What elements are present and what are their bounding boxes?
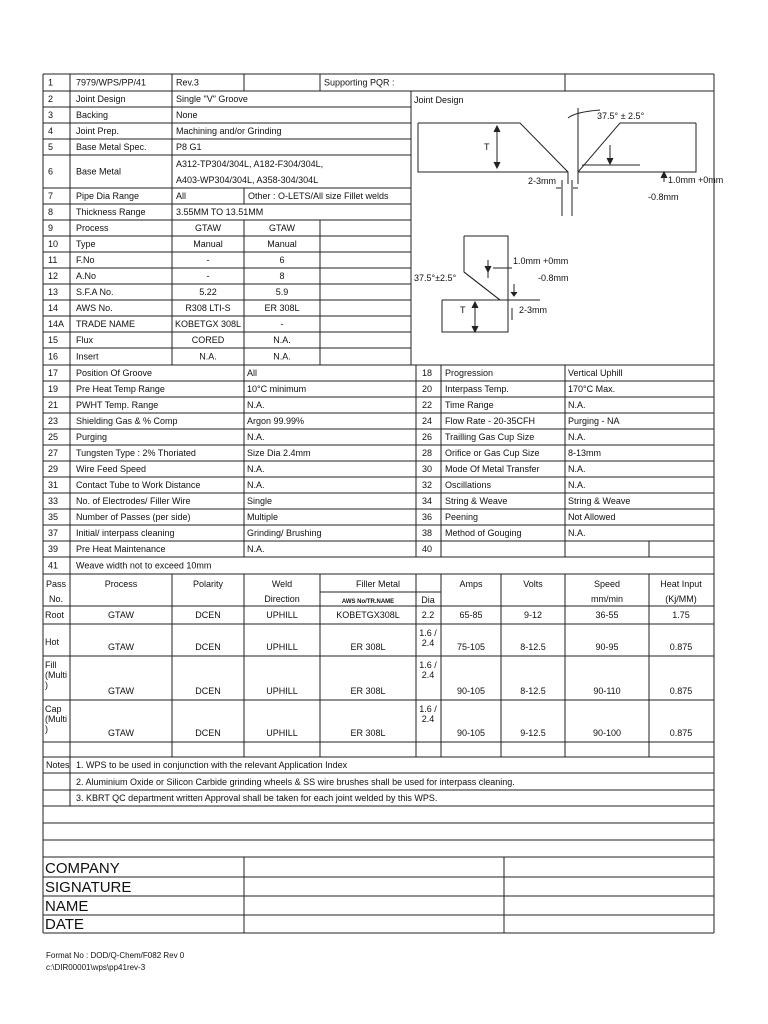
row-label: Backing bbox=[76, 110, 109, 120]
signoff-label: NAME bbox=[45, 898, 89, 915]
pass-filler: ER 308L bbox=[350, 642, 386, 652]
row-label: Insert bbox=[76, 351, 99, 362]
row-label-right: Method of Gouging bbox=[445, 528, 522, 538]
process-col-2: ER 308L bbox=[264, 303, 300, 313]
row-number-right: 36 bbox=[422, 512, 433, 522]
pass-polarity: DCEN bbox=[195, 610, 221, 620]
row-number: 1 bbox=[48, 77, 54, 88]
row-value: N.A. bbox=[247, 464, 265, 474]
hdr-dia: Dia bbox=[421, 595, 435, 605]
row-number: 2 bbox=[48, 94, 54, 104]
row-label-right: Orifice or Gas Cup Size bbox=[445, 448, 540, 458]
row-number: 15 bbox=[48, 335, 59, 345]
signoff-label: COMPANY bbox=[45, 860, 120, 877]
row-number: 27 bbox=[48, 448, 59, 458]
hdr-speed-unit: mm/min bbox=[591, 594, 623, 604]
bevel-angle-side: 37.5°±2.5° bbox=[414, 273, 457, 283]
hdr-filler: Filler Metal bbox=[355, 579, 401, 589]
row-value: All bbox=[247, 368, 258, 378]
pass-dia: 1.6 / bbox=[419, 704, 437, 714]
root-face-tolerance-2: -0.8mm bbox=[648, 192, 679, 202]
row-label: PWHT Temp. Range bbox=[76, 400, 159, 410]
supporting-pqr-label: Supporting PQR : bbox=[324, 77, 395, 88]
revision: Rev.3 bbox=[176, 77, 199, 88]
row-label-right: Progression bbox=[445, 368, 494, 378]
process-col-2: 8 bbox=[279, 271, 285, 281]
hdr-heat-unit: (Kj/MM) bbox=[665, 594, 697, 604]
note-3: 3. KBRT QC department written Approval shall be taken for each joint welded by this WPS. bbox=[76, 793, 438, 803]
row-value-right: N.A. bbox=[568, 400, 586, 410]
root-gap: 2-3mm bbox=[528, 176, 557, 186]
pass-direction: UPHILL bbox=[266, 610, 298, 620]
row-number: 39 bbox=[48, 544, 59, 554]
row-value-right: 8-13mm bbox=[568, 448, 602, 458]
row-label: Wire Feed Speed bbox=[76, 464, 147, 474]
row-label-right: Peening bbox=[445, 512, 479, 522]
row-value: N.A. bbox=[247, 544, 265, 554]
thickness-arrow-b-head bbox=[472, 326, 478, 332]
row-label: Joint Design bbox=[76, 94, 126, 104]
process-col-1: - bbox=[206, 271, 210, 281]
pass-dia: 1.6 / bbox=[419, 660, 437, 670]
process-col-1: KOBETGX 308L bbox=[174, 319, 242, 329]
row-number: 3 bbox=[48, 110, 54, 120]
pass-direction: UPHILL bbox=[266, 728, 298, 738]
pass-amps: 75-105 bbox=[456, 642, 486, 652]
row-value: Argon 99.99% bbox=[247, 416, 305, 426]
pass-polarity: DCEN bbox=[195, 686, 221, 696]
pipe-dia-range: All bbox=[176, 191, 187, 201]
row-label: Number of Passes (per side) bbox=[76, 512, 191, 522]
pass-polarity: DCEN bbox=[195, 728, 221, 738]
row-value-right: N.A. bbox=[568, 464, 586, 474]
signoff-label: DATE bbox=[45, 916, 84, 933]
pass-volts: 9-12.5 bbox=[520, 728, 546, 738]
row-value: 10°C minimum bbox=[247, 384, 307, 394]
row-label-right: Mode Of Metal Transfer bbox=[445, 464, 540, 474]
row-number: 6 bbox=[48, 166, 54, 177]
row-number-right: 18 bbox=[422, 368, 433, 378]
process-col-2: 5.9 bbox=[275, 287, 289, 297]
hdr-weld: Weld bbox=[271, 579, 293, 589]
pass-speed: 90-110 bbox=[593, 686, 621, 696]
thickness-label: T bbox=[484, 142, 490, 152]
row-value-right: N.A. bbox=[568, 432, 586, 442]
row-label: Type bbox=[76, 239, 96, 249]
joint-design-diagram bbox=[414, 108, 723, 332]
row-value: N.A. bbox=[247, 400, 265, 410]
thickness-label-b: T bbox=[460, 305, 466, 315]
row-number: 31 bbox=[48, 480, 59, 490]
row-label: Process bbox=[76, 223, 109, 233]
hdr-heat: Heat Input bbox=[660, 579, 702, 589]
row-value: None bbox=[176, 110, 198, 120]
row-number-right: 20 bbox=[422, 384, 433, 394]
thickness-arrow-head bbox=[494, 126, 500, 132]
row-number: 11 bbox=[48, 255, 58, 265]
pass-process: GTAW bbox=[108, 610, 134, 620]
row-label: Initial/ interpass cleaning bbox=[76, 528, 175, 538]
pass-amps: 90-105 bbox=[456, 686, 486, 696]
pass-dia: 2.4 bbox=[421, 638, 435, 648]
row-number: 12 bbox=[48, 271, 59, 281]
process-col-2: N.A. bbox=[273, 351, 291, 362]
pass-name: Cap bbox=[45, 704, 62, 714]
thickness-arrow-head bbox=[494, 162, 500, 168]
row-value: 3.55MM TO 13.51MM bbox=[176, 207, 264, 217]
row-value-right: N.A. bbox=[568, 528, 586, 538]
hdr-direction: Direction bbox=[264, 594, 300, 604]
other-range: Other : O-LETS/All size Fillet welds bbox=[248, 191, 389, 201]
row-label: Position Of Groove bbox=[76, 368, 153, 378]
row-value: Single bbox=[247, 496, 273, 506]
row-label: Tungsten Type : 2% Thoriated bbox=[76, 448, 196, 458]
thickness-arrow-b-head bbox=[472, 302, 478, 308]
pass-heat: 0.875 bbox=[669, 686, 693, 696]
row-number: 8 bbox=[48, 207, 54, 217]
pass-speed: 90-100 bbox=[592, 728, 622, 738]
row-number: 5 bbox=[48, 142, 54, 152]
row-value-right: Not Allowed bbox=[568, 512, 616, 522]
row-label-right: String & Weave bbox=[445, 496, 508, 506]
bevel-angle-top: 37.5° ± 2.5° bbox=[597, 111, 645, 121]
angle-arc bbox=[568, 110, 600, 118]
row-label: Contact Tube to Work Distance bbox=[76, 480, 201, 490]
row-value: Single "V" Groove bbox=[176, 94, 248, 104]
pass-process: GTAW bbox=[108, 728, 134, 738]
row-label: Purging bbox=[76, 432, 108, 442]
pass-volts: 9-12 bbox=[523, 610, 543, 620]
process-col-1: CORED bbox=[191, 335, 225, 345]
row-number: 41 bbox=[48, 560, 59, 571]
base-metal-line-2: A403-WP304/304L, A358-304/304L bbox=[176, 175, 319, 185]
process-col-1: Manual bbox=[193, 239, 223, 249]
row-label: Pre Heat Maintenance bbox=[76, 544, 166, 554]
process-col-1: N.A. bbox=[199, 351, 217, 362]
row-number-right: 24 bbox=[422, 416, 433, 426]
row-number: 37 bbox=[48, 528, 59, 538]
row-number-right: 32 bbox=[422, 480, 433, 490]
row-label: Pre Heat Temp Range bbox=[76, 384, 165, 394]
row-number: 21 bbox=[48, 400, 59, 410]
row-number-right: 26 bbox=[422, 432, 433, 442]
hdr-pass: Pass bbox=[45, 579, 67, 589]
row-label: Shielding Gas & % Comp bbox=[76, 416, 178, 426]
pass-heat: 1.75 bbox=[672, 610, 690, 620]
row-label-right: Flow Rate - 20-35CFH bbox=[445, 416, 536, 426]
pass-name: ) bbox=[45, 680, 48, 690]
pass-polarity: DCEN bbox=[195, 642, 221, 652]
notes-label: Notes bbox=[46, 760, 70, 770]
pass-dia: 2.4 bbox=[421, 670, 435, 680]
root-face-arrow-head bbox=[661, 172, 667, 178]
row-number: 33 bbox=[48, 496, 59, 506]
pass-name: Hot bbox=[45, 637, 60, 647]
hdr-process: Process bbox=[104, 579, 138, 589]
row-label: Joint Prep. bbox=[76, 126, 120, 136]
hdr-speed: Speed bbox=[593, 579, 621, 589]
row-value: P8 G1 bbox=[176, 142, 202, 152]
row-label: A.No bbox=[76, 271, 97, 281]
pass-filler: ER 308L bbox=[350, 728, 386, 738]
row-value: Multiple bbox=[247, 512, 279, 522]
row-label: TRADE NAME bbox=[76, 319, 136, 329]
row-label: Thickness Range bbox=[76, 207, 146, 217]
signoff-label: SIGNATURE bbox=[45, 879, 132, 896]
process-col-2: N.A. bbox=[273, 335, 291, 345]
pass-dia: 2.2 bbox=[421, 610, 435, 620]
process-col-2: GTAW bbox=[269, 223, 295, 233]
row-number-right: 30 bbox=[422, 464, 433, 474]
row-label-right: Trailling Gas Cup Size bbox=[445, 432, 535, 442]
row-number: 7 bbox=[48, 191, 54, 201]
process-col-1: R308 LTI-S bbox=[185, 303, 231, 313]
row-number: 17 bbox=[48, 368, 59, 378]
pass-dia: 1.6 / bbox=[419, 628, 437, 638]
joint-design-title: Joint Design bbox=[414, 95, 464, 105]
row-label-right: Interpass Temp. bbox=[445, 384, 509, 394]
row-number: 9 bbox=[48, 223, 54, 233]
bevel-face bbox=[464, 272, 500, 300]
row-number: 14A bbox=[48, 319, 65, 329]
process-col-1: - bbox=[206, 255, 210, 265]
pass-speed: 90-95 bbox=[595, 642, 619, 652]
pass-heat: 0.875 bbox=[669, 642, 693, 652]
process-col-1: GTAW bbox=[195, 223, 221, 233]
row-label: Base Metal Spec. bbox=[76, 142, 147, 152]
row-number: 23 bbox=[48, 416, 59, 426]
row-label: Flux bbox=[76, 335, 94, 345]
base-metal-line-1: A312-TP304/304L, A182-F304/304L, bbox=[176, 159, 324, 169]
row-value-right: N.A. bbox=[568, 480, 586, 490]
row-label: 7979/WPS/PP/41 bbox=[76, 77, 147, 88]
row-label: No. of Electrodes/ Filler Wire bbox=[76, 496, 191, 506]
pass-name: (Multi bbox=[45, 670, 67, 680]
row-value-right: 170°C Max. bbox=[568, 384, 616, 394]
pass-name: Fill bbox=[45, 660, 57, 670]
pass-amps: 65-85 bbox=[459, 610, 483, 620]
pass-direction: UPHILL bbox=[266, 642, 298, 652]
groove-plate-left-base bbox=[418, 123, 568, 172]
pass-volts: 8-12.5 bbox=[520, 686, 546, 696]
root-arrow-head bbox=[607, 158, 613, 164]
pass-heat: 0.875 bbox=[669, 728, 693, 738]
root-gap-b: 2-3mm bbox=[519, 305, 548, 315]
row-value-right: Vertical Uphill bbox=[568, 368, 623, 378]
row-value: Size Dia 2.4mm bbox=[247, 448, 311, 458]
process-col-1: 5.22 bbox=[199, 287, 217, 297]
row-label: Base Metal bbox=[76, 166, 122, 177]
pass-process: GTAW bbox=[108, 686, 134, 696]
row-label-right: Time Range bbox=[445, 400, 494, 410]
hdr-polarity: Polarity bbox=[192, 579, 224, 589]
row-label: Weave width not to exceed 10mm bbox=[76, 560, 212, 571]
root-face-b-1: 1.0mm +0mm bbox=[513, 256, 569, 266]
hdr-volts: Volts bbox=[523, 579, 543, 589]
row-value-right: String & Weave bbox=[568, 496, 631, 506]
row-number: 29 bbox=[48, 464, 59, 474]
process-col-2: Manual bbox=[267, 239, 297, 249]
row-number-right: 22 bbox=[422, 400, 433, 410]
groove-plate-left bbox=[418, 123, 568, 184]
root-face-b-2: -0.8mm bbox=[538, 273, 569, 283]
process-col-2: 6 bbox=[279, 255, 285, 265]
note-1: 1. WPS to be used in conjunction with the relevant Application Index bbox=[76, 760, 348, 770]
pass-filler: KOBETGX308L bbox=[336, 610, 400, 620]
row-label: Pipe Dia Range bbox=[76, 191, 140, 201]
file-path: c:\DIR00001\wps\pp41rev-3 bbox=[46, 963, 146, 972]
pass-volts: 8-12.5 bbox=[520, 642, 546, 652]
pass-amps: 90-105 bbox=[456, 728, 486, 738]
format-number: Format No : DOD/Q-Chem/F082 Rev 0 bbox=[46, 951, 185, 960]
pass-name: Root bbox=[45, 610, 65, 620]
row-number-right: 38 bbox=[422, 528, 433, 538]
row-label-right: Oscillations bbox=[445, 480, 492, 490]
note-2: 2. Aluminium Oxide or Silicon Carbide grinding wheels & SS wire brushes shall be used for interpass cleaning. bbox=[76, 777, 515, 787]
row-value: N.A. bbox=[247, 480, 265, 490]
hdr-no: No. bbox=[48, 594, 64, 604]
row-number: 25 bbox=[48, 432, 59, 442]
row-number: 4 bbox=[48, 126, 54, 136]
pass-direction: UPHILL bbox=[266, 686, 298, 696]
row-number: 14 bbox=[48, 303, 59, 313]
row-number: 16 bbox=[48, 351, 59, 362]
pass-speed: 36-55 bbox=[595, 610, 619, 620]
root-face-tolerance-1: 1.0mm +0mm bbox=[668, 175, 724, 185]
hdr-amps: Amps bbox=[459, 579, 483, 589]
pass-name: (Multi bbox=[45, 714, 67, 724]
row-number: 35 bbox=[48, 512, 59, 522]
row-number: 19 bbox=[48, 384, 59, 394]
row-number-right: 34 bbox=[422, 496, 433, 506]
gap-arrow-b-head bbox=[511, 292, 517, 296]
row-number: 13 bbox=[48, 287, 59, 297]
root-arrow-b-head bbox=[485, 266, 491, 272]
pass-filler: ER 308L bbox=[350, 686, 386, 696]
row-number: 10 bbox=[48, 239, 59, 249]
row-value: Machining and/or Grinding bbox=[176, 126, 282, 136]
row-number-right: 40 bbox=[422, 544, 433, 554]
pass-process: GTAW bbox=[108, 642, 134, 652]
hdr-aws: AWS No/TR.NAME bbox=[341, 599, 395, 605]
pass-name: ) bbox=[45, 724, 48, 734]
row-label: AWS No. bbox=[76, 303, 113, 313]
process-col-2: - bbox=[280, 319, 284, 329]
row-number-right: 28 bbox=[422, 448, 433, 458]
row-label: S.F.A No. bbox=[76, 287, 114, 297]
row-value: Grinding/ Brushing bbox=[247, 528, 322, 538]
row-label: F.No bbox=[76, 255, 95, 265]
row-value: N.A. bbox=[247, 432, 265, 442]
row-value-right: Purging - NA bbox=[568, 416, 620, 426]
pass-dia: 2.4 bbox=[421, 714, 435, 724]
